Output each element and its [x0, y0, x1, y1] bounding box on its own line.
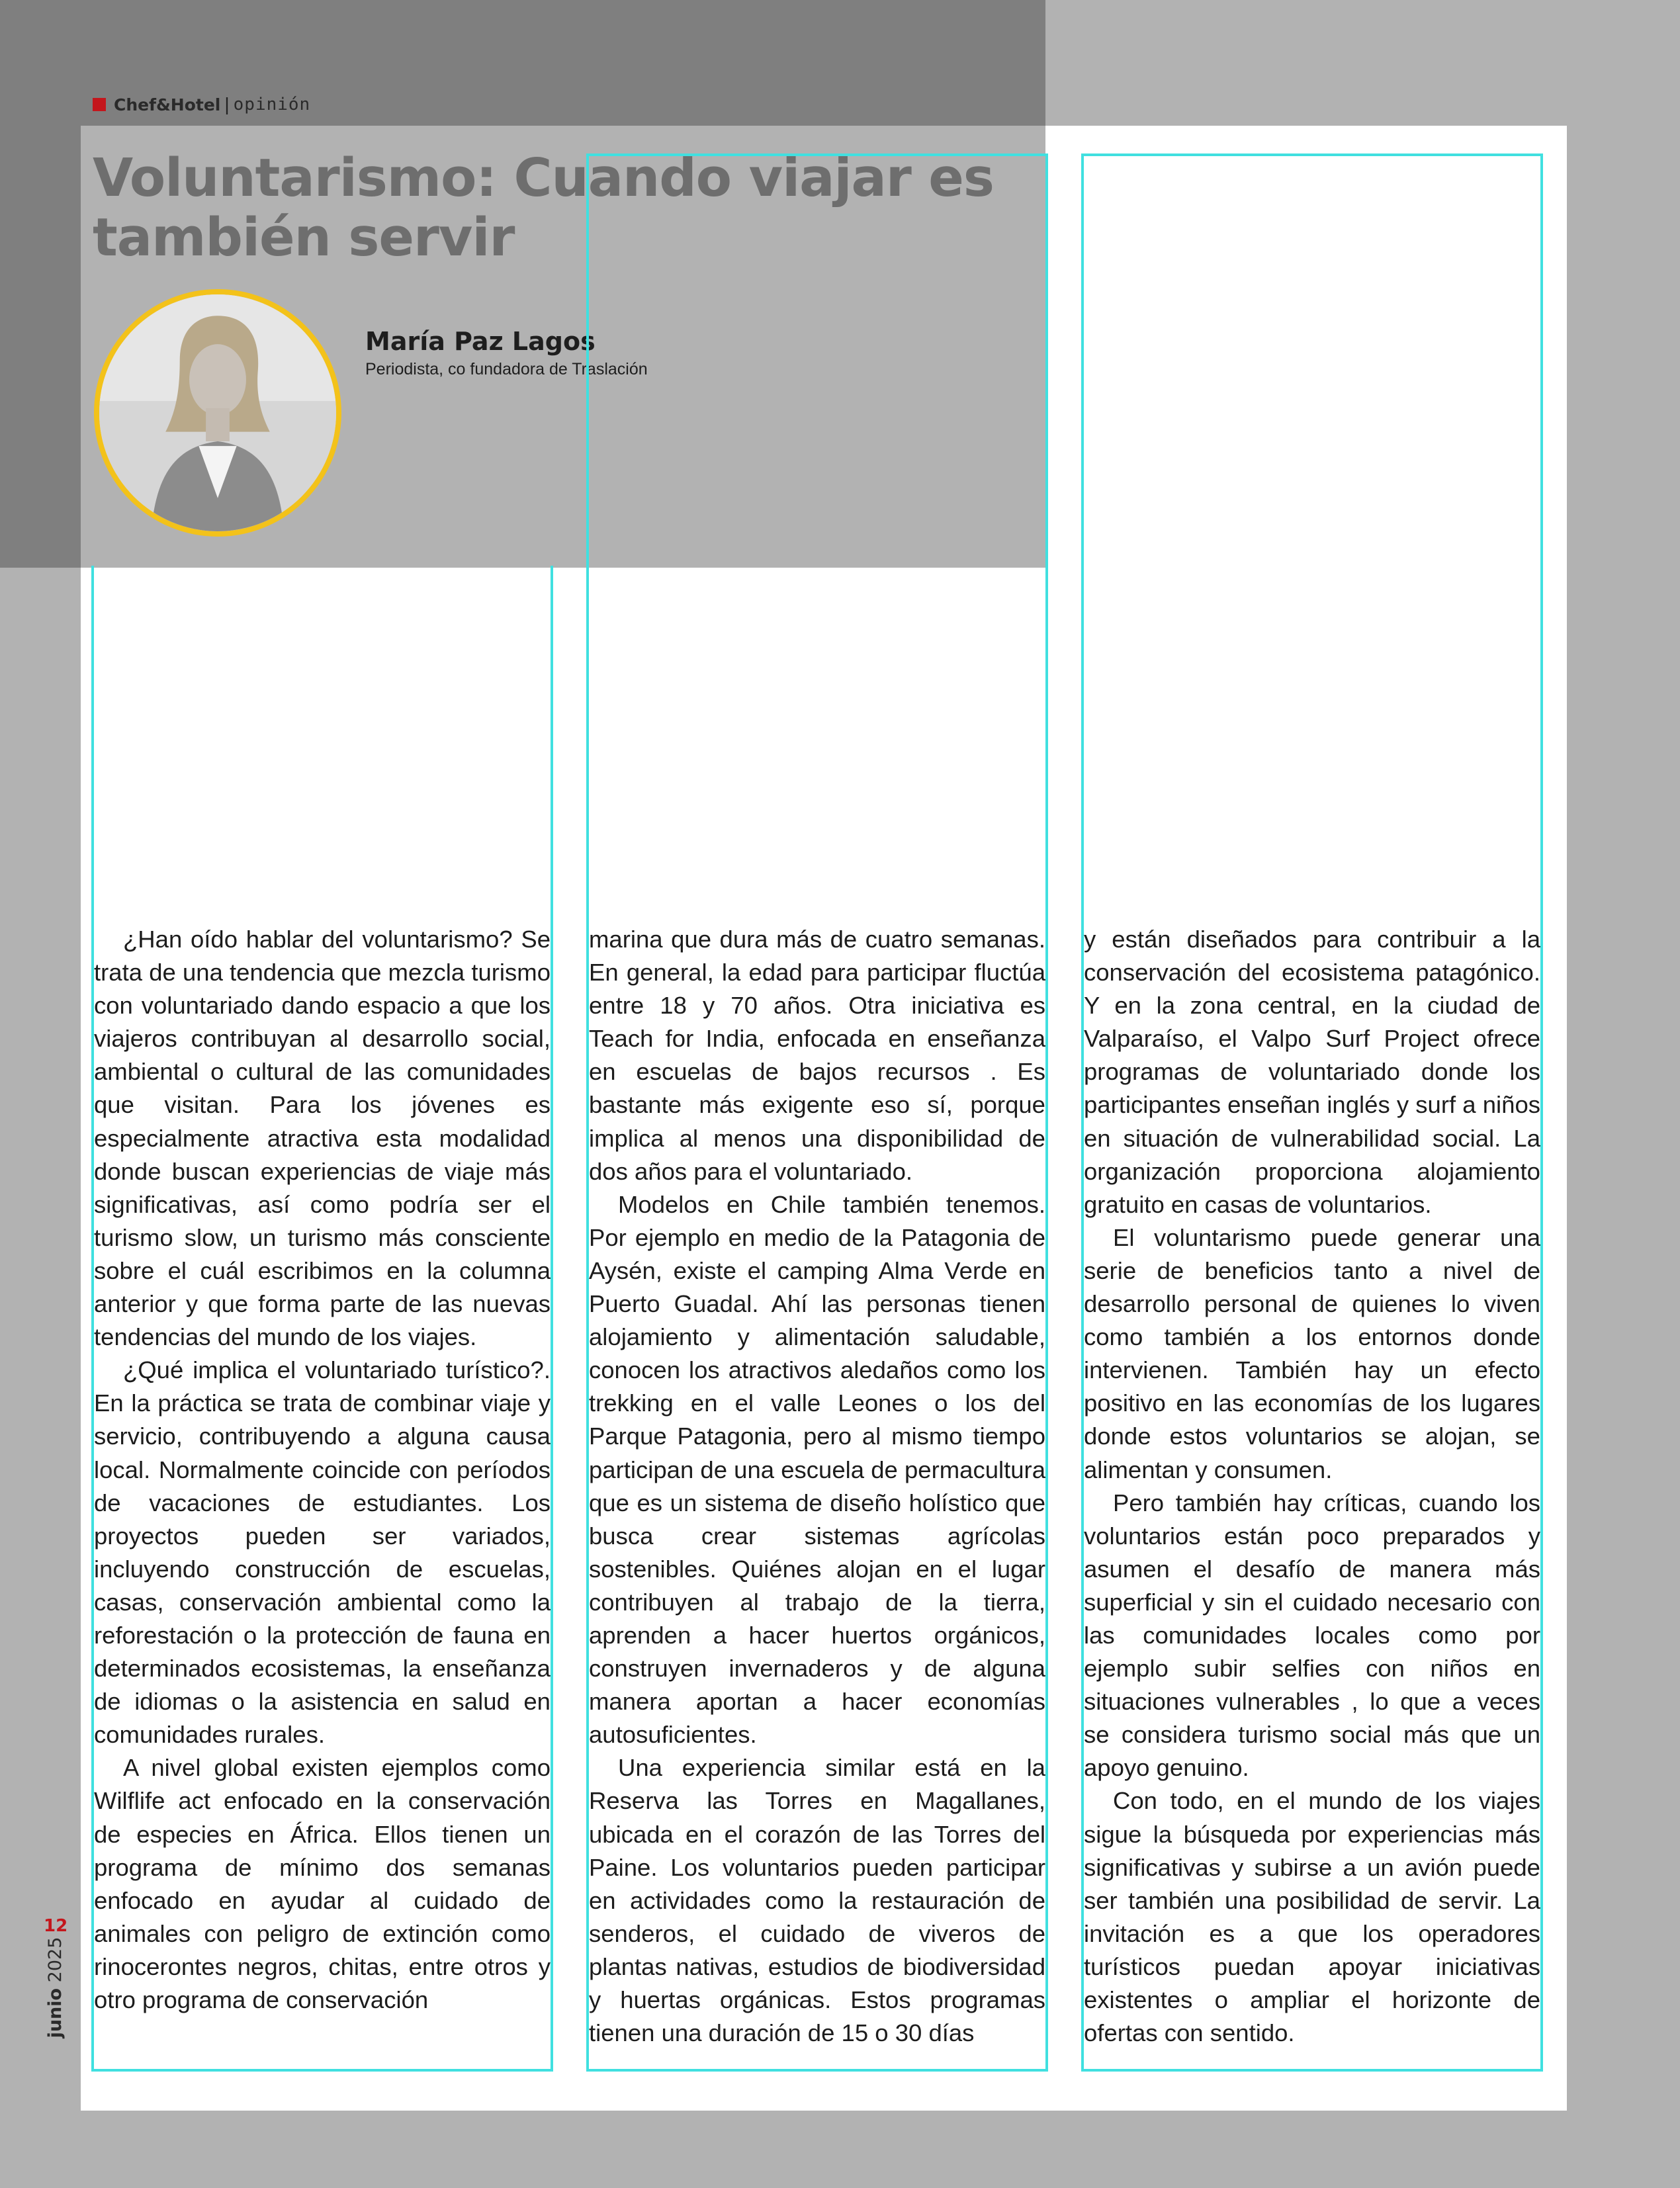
issue-date — [45, 1921, 71, 2054]
article-title: Voluntarismo: Cuando viajar es también servir — [93, 148, 994, 268]
paragraph: Modelos en Chile también tenemos. Por ejemplo en medio de la Patagonia de Aysén, existe el camping Alma Verde en Puerto Guadal. Ahí las personas tienen alojamiento y alimentación saludable, conocen los atractivos aledaños como los trekking en el valle Leones o los del Parque Patagonia, pero al mismo tiempo participan de una escuela de permacultura que es un sistema de diseño holístico que busca crear sistemas agrícolas sostenibles. Quiénes alojan en el lugar contribuyen al trabajo de la tierra, aprenden a hacer huertos orgánicos, construyen invernaderos y de alguna manera aportan a hacer economías autosuficientes. — [589, 1190, 1045, 1749]
paragraph: Pero también hay críticas, cuando los voluntarios están poco preparados y asumen el desafío de manera más superficial y sin el cuidado necesario con las comunidades locales como por ejemplo subir selfies con niños en situaciones vulnerables , lo que a veces se considera turismo social más que un apoyo genuino. — [1084, 1489, 1540, 1782]
paragraph: ¿Qué implica el voluntariado turístico?. En la práctica se trata de combinar viaje y servicio, contribuyendo a alguna causa local. Normalmente coincide con períodos de vacaciones de estudiantes. Los proyectos pueden ser variados, incluyendo construcción de escuelas, casas, conservación ambiental como la reforestación o la protección de fauna en determinados ecosistemas, la enseñanza de idiomas o la asistencia en salud en comunidades rurales. — [94, 1356, 551, 1749]
paragraph-continued: y están diseñados para contribuir a la conservación del ecosistema patagónico. Y en la zona central, en la ciudad de Valparaíso, el Valpo Surf Project ofrece programas de voluntariado donde los participantes enseñan inglés y surf a niños en situación de vulnerabilidad social. La organización proporciona alojamiento gratuito en casas de voluntarios. — [1084, 926, 1540, 1218]
text-column-1 — [94, 923, 551, 2017]
author-role: Periodista, co fundadora de Traslación — [365, 360, 648, 378]
issue-year: 2025 — [45, 1937, 66, 1983]
section-kicker — [93, 94, 310, 115]
section-name: opinión — [233, 95, 311, 114]
magazine-brand: Chef&Hotel — [114, 95, 221, 114]
text-column-2 — [589, 923, 1045, 2050]
paragraph: Con todo, en el mundo de los viajes sigue la búsqueda por experiencias más significativas y subirse a un avión puede ser también una posibilidad de servir. La invitación es a que los operadores turísticos puedan apoyar iniciativas existentes o ampliar el horizonte de ofertas con sentido. — [1084, 1787, 1540, 2047]
paragraph: ¿Han oído hablar del voluntarismo? Se trata de una tendencia que mezcla turismo con voluntariado dando espacio a que los viajeros contribuyan al desarrollo social, ambiental o cultural de las comunidades que visitan. Para los jóvenes es especialmente atractiva esta modalidad donde buscan experiencias de viaje más significativas, así como podría ser el turismo slow, un turismo más consciente sobre el cuál escribimos en la columna anterior y que forma parte de las nuevas tendencias del mundo de los viajes. — [94, 926, 551, 1351]
text-column-3 — [1084, 923, 1540, 2050]
author-name: María Paz Lagos — [365, 327, 596, 356]
issue-month: junio — [45, 1988, 66, 2038]
kicker-separator: | — [224, 94, 230, 114]
page-number: 12 — [44, 1916, 68, 1936]
author-portrait-icon — [99, 294, 336, 531]
paragraph: El voluntarismo puede generar una serie de beneficios tanto a nivel de desarrollo personal de quienes lo viven como también a los entornos donde intervienen. También hay un efecto positivo en las economías de los lugares donde estos voluntarios se alojan, se alimentan y consumen. — [1084, 1223, 1540, 1483]
red-square-icon — [93, 98, 106, 111]
paragraph: A nivel global existen ejemplos como Wilflife act enfocado en la conservación de especies en África. Ellos tienen un programa de mínimo dos semanas enfocado en ayudar al cuidado de animales con peligro de extinción como rinocerontes negros, chitas, entre otros y otro programa de conservación — [94, 1754, 551, 2013]
paragraph: Una experiencia similar está en la Reserva las Torres en Magallanes, ubicada en el corazón de las Torres del Paine. Los voluntarios pueden participar en actividades como la restauración de senderos, el cuidado de viveros de plantas nativas, estudios de biodiversidad y huertas orgánicas. Estos programas tienen una duración de 15 o 30 días — [589, 1754, 1045, 2047]
paragraph-continued: marina que dura más de cuatro semanas. En general, la edad para participar fluctúa entre 18 y 70 años. Otra iniciativa es Teach for India, enfocada en enseñanza en escuelas de bajos recursos . Es bastante más exigente eso sí, porque implica al menos una disponibilidad de dos años para el voluntariado. — [589, 926, 1045, 1185]
author-photo — [94, 289, 341, 537]
